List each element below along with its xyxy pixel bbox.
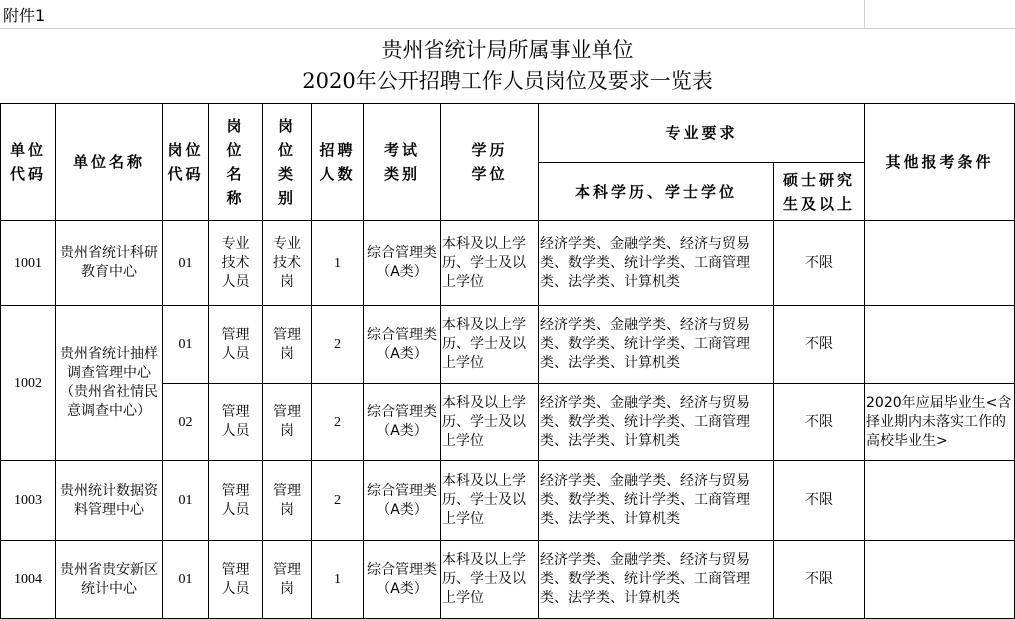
bachelor-majors: 经济学类、金融学类、经济与贸易类、数学类、统计学类、工商管理类、法学类、计算机类 bbox=[539, 461, 774, 541]
post-type: 管理岗 bbox=[263, 384, 312, 461]
header-other: 其他报考条件 bbox=[865, 104, 1015, 221]
count: 2 bbox=[312, 461, 364, 541]
unit-code: 1001 bbox=[1, 221, 56, 306]
master-requirement: 不限 bbox=[774, 306, 865, 384]
post-name: 管理人员 bbox=[209, 384, 263, 461]
count: 1 bbox=[312, 221, 364, 306]
header-education: 学历学位 bbox=[441, 104, 539, 221]
table-row bbox=[1, 541, 1015, 619]
exam-type: 综合管理类（A类） bbox=[364, 221, 441, 306]
education: 本科及以上学历、学士及以上学位 bbox=[441, 306, 539, 384]
gridline bbox=[864, 0, 865, 28]
attachment-row bbox=[0, 0, 1015, 29]
post-name: 管理人员 bbox=[209, 541, 263, 619]
post-code: 01 bbox=[163, 306, 209, 384]
post-name: 管理人员 bbox=[209, 461, 263, 541]
bachelor-majors: 经济学类、金融学类、经济与贸易类、数学类、统计学类、工商管理类、法学类、计算机类 bbox=[539, 306, 774, 384]
post-name: 专业技术人员 bbox=[209, 221, 263, 306]
exam-type: 综合管理类（A类） bbox=[364, 541, 441, 619]
header-count: 招聘人数 bbox=[312, 104, 364, 221]
title-line-1: 贵州省统计局所属事业单位 bbox=[381, 38, 634, 62]
table-row bbox=[1, 461, 1015, 541]
header-master: 硕士研究生及以上 bbox=[774, 163, 865, 221]
unit-name: 贵州省统计科研教育中心 bbox=[56, 221, 163, 306]
count: 2 bbox=[312, 306, 364, 384]
other-conditions bbox=[865, 461, 1015, 541]
post-code: 01 bbox=[163, 461, 209, 541]
unit-name: 贵州省统计抽样调查管理中心（贵州省社情民意调查中心） bbox=[56, 306, 163, 461]
unit-name: 贵州省贵安新区统计中心 bbox=[56, 541, 163, 619]
exam-type: 综合管理类（A类） bbox=[364, 384, 441, 461]
education: 本科及以上学历、学士及以上学位 bbox=[441, 541, 539, 619]
master-requirement: 不限 bbox=[774, 384, 865, 461]
post-type: 管理岗 bbox=[263, 306, 312, 384]
education: 本科及以上学历、学士及以上学位 bbox=[441, 384, 539, 461]
header-post-code: 岗位代码 bbox=[163, 104, 209, 221]
document-title bbox=[0, 29, 1015, 103]
other-conditions bbox=[865, 306, 1015, 384]
post-name: 管理人员 bbox=[209, 306, 263, 384]
table-row bbox=[1, 306, 1015, 384]
positions-table bbox=[0, 103, 1015, 619]
other-conditions: 2020年应届毕业生<含择业期内未落实工作的高校毕业生> bbox=[865, 384, 1015, 461]
header-major: 专业要求 bbox=[539, 104, 865, 163]
bachelor-majors: 经济学类、金融学类、经济与贸易类、数学类、统计学类、工商管理类、法学类、计算机类 bbox=[539, 541, 774, 619]
exam-type: 综合管理类（A类） bbox=[364, 306, 441, 384]
unit-code: 1003 bbox=[1, 461, 56, 541]
header-unit-code: 单位代码 bbox=[1, 104, 56, 221]
master-requirement: 不限 bbox=[774, 541, 865, 619]
header-exam-type: 考试类别 bbox=[364, 104, 441, 221]
unit-name: 贵州统计数据资料管理中心 bbox=[56, 461, 163, 541]
education: 本科及以上学历、学士及以上学位 bbox=[441, 461, 539, 541]
table-row bbox=[1, 221, 1015, 306]
attachment-label: 附件1 bbox=[3, 6, 46, 25]
post-type: 管理岗 bbox=[263, 461, 312, 541]
master-requirement: 不限 bbox=[774, 221, 865, 306]
header-post-name: 岗位名称 bbox=[209, 104, 263, 221]
unit-code: 1004 bbox=[1, 541, 56, 619]
post-code: 01 bbox=[163, 541, 209, 619]
post-code: 02 bbox=[163, 384, 209, 461]
education: 本科及以上学历、学士及以上学位 bbox=[441, 221, 539, 306]
post-code: 01 bbox=[163, 221, 209, 306]
bachelor-majors: 经济学类、金融学类、经济与贸易类、数学类、统计学类、工商管理类、法学类、计算机类 bbox=[539, 384, 774, 461]
count: 2 bbox=[312, 384, 364, 461]
master-requirement: 不限 bbox=[774, 461, 865, 541]
count: 1 bbox=[312, 541, 364, 619]
post-type: 管理岗 bbox=[263, 541, 312, 619]
other-conditions bbox=[865, 221, 1015, 306]
title-line-2: 2020年公开招聘工作人员岗位及要求一览表 bbox=[302, 69, 713, 93]
header-unit-name: 单位名称 bbox=[56, 104, 163, 221]
exam-type: 综合管理类（A类） bbox=[364, 461, 441, 541]
bachelor-majors: 经济学类、金融学类、经济与贸易类、数学类、统计学类、工商管理类、法学类、计算机类 bbox=[539, 221, 774, 306]
other-conditions bbox=[865, 541, 1015, 619]
post-type: 专业技术岗 bbox=[263, 221, 312, 306]
header-post-type: 岗位类别 bbox=[263, 104, 312, 221]
unit-code: 1002 bbox=[1, 306, 56, 461]
header-bachelor: 本科学历、学士学位 bbox=[539, 163, 774, 221]
